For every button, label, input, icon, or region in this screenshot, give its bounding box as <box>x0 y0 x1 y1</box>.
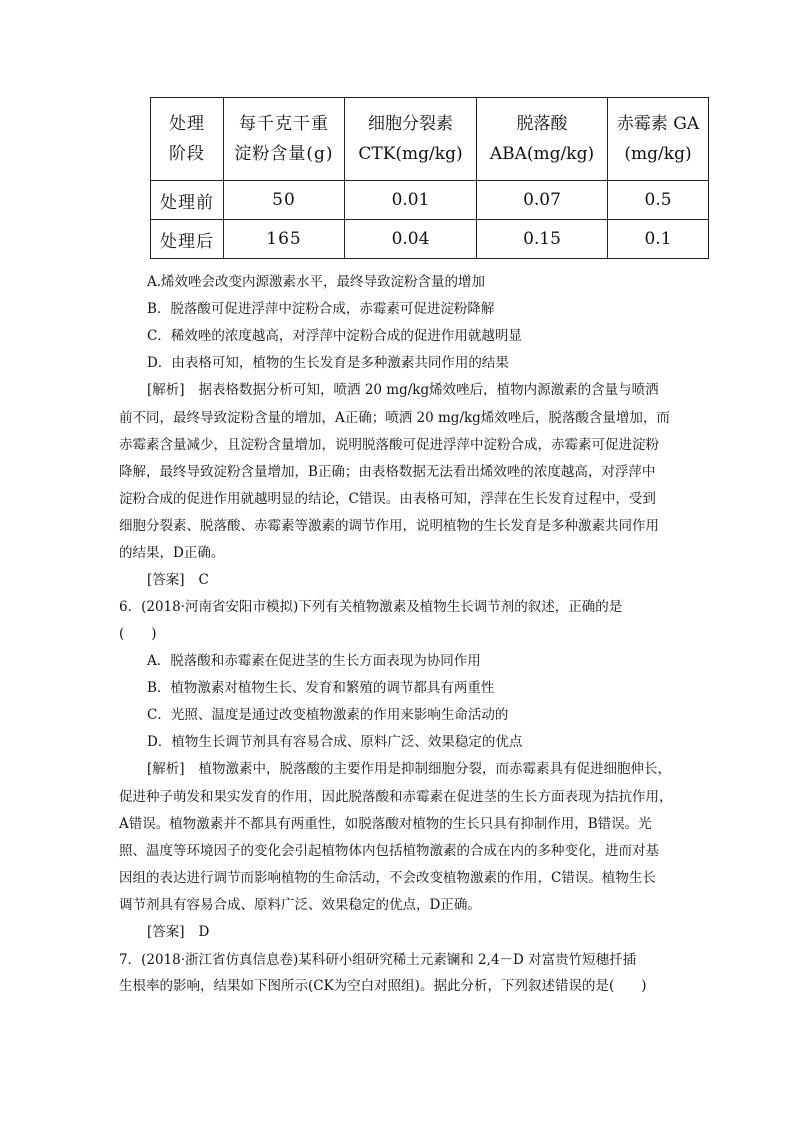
analysis-text: 前不同，最终导致淀粉含量的增加，A正确；喷洒 20 mg/kg烯效唑后，脱落酸含量增加，而 <box>119 410 670 426</box>
table-row <box>151 181 709 220</box>
analysis-text: 赤霉素含量减少，且淀粉含量增加，说明脱落酸可促进浮萍中淀粉合成，赤霉素可促进淀粉 <box>119 437 659 453</box>
analysis-tag: [解析] <box>147 382 185 398</box>
q5-analysis-first-line <box>147 380 659 400</box>
analysis-text: 降解，最终导致淀粉含量增加，B正确；由表格数据无法看出烯效唑的浓度越高，对浮萍中 <box>119 464 656 480</box>
q7-stem: 生根率的影响，结果如下图所示(CK为空白对照组)。据此分析，下列叙述错误的是( ) <box>119 978 647 994</box>
table-cell: 0.04 <box>345 220 477 259</box>
analysis-text: 据表格数据分析可知，喷洒 20 mg/kg烯效唑后，植物内源激素的含量与喷洒 <box>198 382 659 398</box>
q6-option-a: A．脱落酸和赤霉素在促进茎的生长方面表现为协同作用 <box>147 653 481 669</box>
q5-option-c: C．稀效唑的浓度越高，对浮萍中淀粉合成的促进作用就越明显 <box>147 328 522 344</box>
table-cell: 0.01 <box>345 181 477 220</box>
header-cell: 细胞分裂素 CTK(mg/kg) <box>345 98 477 181</box>
q5-option-a: A.烯效唑会改变内源激素水平，最终导致淀粉含量的增加 <box>147 274 486 290</box>
table-cell: 0.5 <box>608 181 709 220</box>
table-cell: 0.1 <box>608 220 709 259</box>
table-cell: 165 <box>224 220 345 259</box>
answer-tag: [答案] <box>147 572 185 588</box>
q6-option-b: B．植物激素对植物生长、发育和繁殖的调节都具有两重性 <box>147 680 495 696</box>
analysis-text: A错误。植物激素并不都具有两重性，如脱落酸对植物的生长只具有抑制作用，B错误。光 <box>119 816 652 832</box>
answer-value: D <box>198 924 210 940</box>
analysis-text: 促进种子萌发和果实发育的作用，因此脱落酸和赤霉素在促进茎的生长方面表现为拮抗作用， <box>119 789 673 805</box>
hormone-table <box>150 97 709 259</box>
header-cell: 赤霉素 GA (mg/kg) <box>608 98 709 181</box>
header-cell: 处理 阶段 <box>151 98 224 181</box>
table-header-row <box>151 98 709 181</box>
q6-stem: ( ) <box>119 626 157 642</box>
analysis-text: 淀粉合成的促进作用就越明显的结论，C错误。由表格可知，浮萍在生长发育过程中，受到 <box>119 491 656 507</box>
analysis-text: 因组的表达进行调节而影响植物的生命活动，不会改变植物激素的作用，C错误。植物生长 <box>119 870 656 886</box>
q6-stem: 6．(2018·河南省安阳市模拟)下列有关植物激素及植物生长调节剂的叙述，正确的是 <box>119 599 623 615</box>
q5-option-d: D．由表格可知，植物的生长发育是多种激素共同作用的结果 <box>147 355 509 371</box>
q5-answer <box>147 570 209 590</box>
q5-option-b: B．脱落酸可促进浮萍中淀粉合成，赤霉素可促进淀粉降解 <box>147 301 495 317</box>
q6-option-c: C．光照、温度是通过改变植物激素的作用来影响生命活动的 <box>147 707 509 723</box>
header-cell: 脱落酸 ABA(mg/kg) <box>477 98 608 181</box>
analysis-text: 调节剂具有容易合成、原料广泛、效果稳定的优点，D正确。 <box>119 897 481 913</box>
table-cell: 50 <box>224 181 345 220</box>
q6-analysis-first-line <box>147 759 671 779</box>
table-row <box>151 220 709 259</box>
q7-stem: 7．(2018·浙江省仿真信息卷)某科研小组研究稀土元素镧和 2,4－D 对富贵竹短穗扦插 <box>119 952 637 968</box>
answer-value: C <box>198 572 209 588</box>
q6-answer <box>147 922 209 942</box>
header-cell: 每千克干重 淀粉含量(g) <box>224 98 345 181</box>
answer-tag: [答案] <box>147 924 185 940</box>
analysis-text: 细胞分裂素、脱落酸、赤霉素等激素的调节作用，说明植物的生长发育是多种激素共同作用 <box>119 518 659 534</box>
analysis-text: 植物激素中，脱落酸的主要作用是抑制细胞分裂，而赤霉素具有促进细胞伸长， <box>198 761 672 777</box>
analysis-tag: [解析] <box>147 761 185 777</box>
table-cell: 处理后 <box>151 220 224 259</box>
q6-option-d: D．植物生长调节剂具有容易合成、原料广泛、效果稳定的优点 <box>147 734 523 750</box>
analysis-text: 照、温度等环境因子的变化会引起植物体内包括植物激素的合成在内的多种变化，进而对基 <box>119 843 659 859</box>
table-cell: 0.15 <box>477 220 608 259</box>
table-cell: 处理前 <box>151 181 224 220</box>
analysis-text: 的结果，D正确。 <box>119 545 225 561</box>
table-cell: 0.07 <box>477 181 608 220</box>
